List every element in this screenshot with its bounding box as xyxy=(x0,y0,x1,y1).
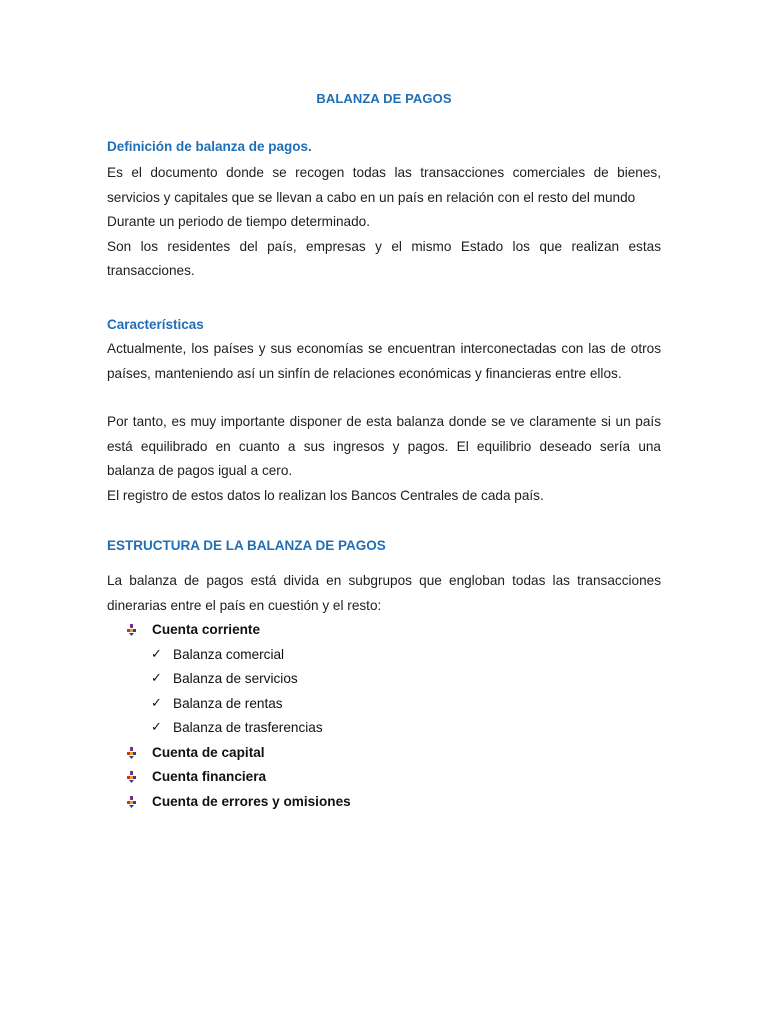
characteristics-heading: Características xyxy=(107,317,204,332)
text-line: Son los residentes del país, empresas y el mismo Estado los que realizan estas xyxy=(107,238,661,254)
text-line: Actualmente, los países y sus economías se encuentran interconectadas con las de otros xyxy=(107,341,661,356)
list-subitem xyxy=(127,716,351,741)
text-line: dinerarias entre el país en cuestión y el resto: xyxy=(107,597,382,613)
list-subitem xyxy=(127,643,351,668)
document-title: BALANZA DE PAGOS xyxy=(316,91,452,106)
checkmark-icon: ✓ xyxy=(151,720,162,735)
text-line: Por tanto, es muy importante disponer de esta balanza donde se ve claramente si un país xyxy=(107,414,661,429)
arrow-bullet-icon xyxy=(127,747,139,759)
text-line: servicios y capitales que se llevan a cabo en un país en relación con el resto del mundo xyxy=(107,189,636,205)
structure-intro xyxy=(107,569,661,618)
definition-heading: Definición de balanza de pagos. xyxy=(107,139,312,154)
structure-list xyxy=(127,618,351,814)
text-line: Es el documento donde se recogen todas las transacciones comerciales de bienes, xyxy=(107,165,661,180)
text-line: balanza de pagos igual a cero. xyxy=(107,463,293,478)
text-line: Durante un periodo de tiempo determinado. xyxy=(107,214,370,229)
arrow-bullet-icon xyxy=(127,771,139,783)
text-line: países, manteniendo así un sinfín de relaciones económicas y financieras entre ellos. xyxy=(107,365,622,381)
list-item xyxy=(127,765,351,790)
characteristics-paragraph-2 xyxy=(107,410,661,508)
list-item-label: Cuenta corriente xyxy=(152,622,261,637)
characteristics-paragraph-1 xyxy=(107,337,661,386)
list-item-label: Balanza comercial xyxy=(173,646,285,662)
checkmark-icon: ✓ xyxy=(151,646,162,662)
list-item-label: Cuenta financiera xyxy=(152,769,267,784)
list-item-label: Balanza de trasferencias xyxy=(173,720,323,735)
list-subitem xyxy=(127,692,351,717)
text-line: El registro de estos datos lo realizan los Bancos Centrales de cada país. xyxy=(107,487,544,503)
list-item xyxy=(127,618,351,643)
definition-paragraph xyxy=(107,161,661,284)
list-subitem xyxy=(127,667,351,692)
checkmark-icon: ✓ xyxy=(151,671,162,686)
list-item xyxy=(127,741,351,766)
list-item-label: Cuenta de capital xyxy=(152,744,265,760)
list-item-label: Cuenta de errores y omisiones xyxy=(152,793,351,809)
list-item xyxy=(127,790,351,815)
arrow-bullet-icon xyxy=(127,624,139,636)
list-item-label: Balanza de servicios xyxy=(173,671,298,686)
checkmark-icon: ✓ xyxy=(151,695,162,711)
list-item-label: Balanza de rentas xyxy=(173,695,283,711)
text-line: está equilibrado en cuanto a sus ingresos y pagos. El equilibrio deseado sería una xyxy=(107,438,661,454)
arrow-bullet-icon xyxy=(127,796,139,808)
structure-heading: ESTRUCTURA DE LA BALANZA DE PAGOS xyxy=(107,538,386,553)
text-line: La balanza de pagos está divida en subgrupos que engloban todas las transacciones xyxy=(107,573,661,588)
text-line: transacciones. xyxy=(107,263,195,278)
